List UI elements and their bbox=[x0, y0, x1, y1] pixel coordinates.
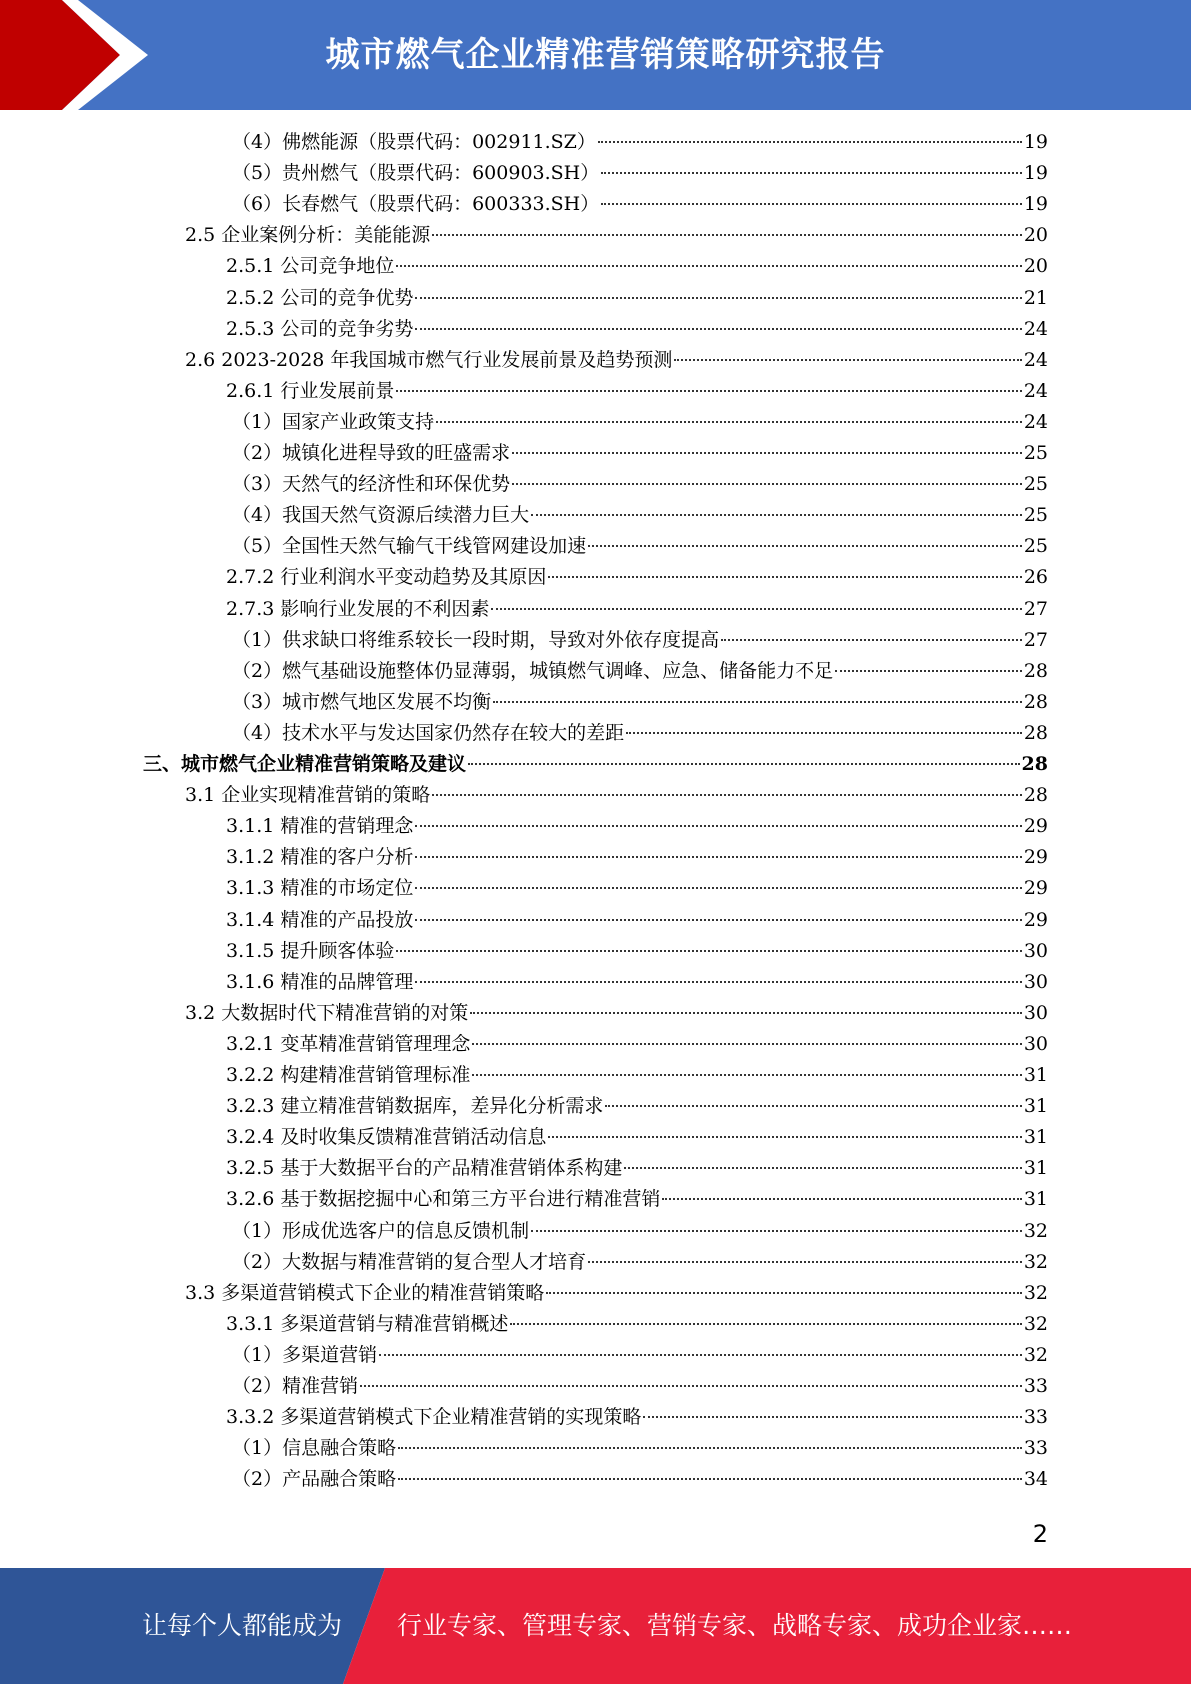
toc-dot-leader bbox=[415, 328, 1021, 330]
toc-dot-leader bbox=[721, 639, 1022, 641]
toc-entry[interactable] bbox=[232, 718, 1048, 749]
toc-entry-page: 28 bbox=[1023, 721, 1048, 744]
toc-entry-page: 32 bbox=[1023, 1219, 1048, 1242]
toc-entry-page: 28 bbox=[1023, 659, 1048, 682]
toc-entry-label: 3.2.4 及时收集反馈精准营销活动信息 bbox=[226, 1126, 547, 1149]
toc-dot-leader bbox=[398, 1478, 1022, 1480]
toc-dot-leader bbox=[379, 1354, 1022, 1356]
toc-entry-label: （2）燃气基础设施整体仍显薄弱，城镇燃气调峰、应急、储备能力不足 bbox=[232, 659, 834, 682]
toc-dot-leader bbox=[415, 919, 1021, 921]
toc-entry-label: 3.1.6 精准的品牌管理 bbox=[226, 970, 414, 993]
toc-entry-label: （3）城市燃气地区发展不均衡 bbox=[232, 690, 492, 713]
toc-entry[interactable] bbox=[226, 936, 1048, 967]
header-arrow-decoration bbox=[0, 0, 150, 110]
toc-entry-page: 32 bbox=[1023, 1281, 1048, 1304]
toc-entry[interactable] bbox=[232, 500, 1048, 531]
toc-entry-label: 3.2.3 建立精准营销数据库，差异化分析需求 bbox=[226, 1095, 604, 1118]
page-number: 2 bbox=[1032, 1520, 1048, 1548]
toc-entry[interactable] bbox=[226, 842, 1048, 873]
toc-entry-page: 19 bbox=[1023, 131, 1048, 153]
toc-entry-page: 20 bbox=[1023, 255, 1048, 278]
toc-dot-leader bbox=[472, 1074, 1021, 1076]
page-title: 城市燃气企业精准营销策略研究报告 bbox=[325, 35, 886, 75]
toc-entry[interactable] bbox=[232, 438, 1048, 469]
toc-entry[interactable] bbox=[232, 531, 1048, 562]
toc-dot-leader bbox=[396, 390, 1021, 392]
toc-dot-leader bbox=[472, 1043, 1021, 1045]
toc-entry-page: 31 bbox=[1023, 1188, 1048, 1211]
toc-dot-leader bbox=[432, 794, 1022, 796]
toc-entry-label: （4）佛燃能源（股票代码：002911.SZ） bbox=[232, 131, 596, 153]
toc-entry-label: （3）天然气的经济性和环保优势 bbox=[232, 473, 511, 496]
toc-dot-leader bbox=[512, 452, 1022, 454]
toc-entry[interactable] bbox=[226, 594, 1048, 625]
toc-entry-page: 25 bbox=[1023, 473, 1048, 496]
toc-entry[interactable] bbox=[226, 1029, 1048, 1060]
footer-slogan-left: 让每个人都能成为 bbox=[142, 1611, 343, 1640]
toc-entry-page: 31 bbox=[1023, 1157, 1048, 1180]
toc-entry[interactable] bbox=[232, 1340, 1048, 1371]
toc-dot-leader bbox=[601, 203, 1022, 205]
toc-entry-label: （1）供求缺口将维系较长一段时期，导致对外依存度提高 bbox=[232, 628, 720, 651]
toc-entry[interactable] bbox=[226, 1091, 1048, 1122]
toc-dot-leader bbox=[512, 483, 1022, 485]
toc-entry[interactable] bbox=[185, 998, 1048, 1029]
footer-slogan-right: 行业专家、管理专家、营销专家、战略专家、成功企业家…… bbox=[397, 1611, 1073, 1640]
toc-entry-page: 27 bbox=[1023, 628, 1048, 651]
toc-entry[interactable] bbox=[185, 1278, 1048, 1309]
toc-entry-label: （2）大数据与精准营销的复合型人才培育 bbox=[232, 1250, 587, 1273]
toc-dot-leader bbox=[510, 1323, 1021, 1325]
toc-dot-leader bbox=[835, 670, 1022, 672]
toc-entry-page: 32 bbox=[1023, 1343, 1048, 1366]
toc-entry-label: 2.6.1 行业发展前景 bbox=[226, 379, 395, 402]
toc-entry[interactable] bbox=[232, 127, 1048, 158]
toc-dot-leader bbox=[548, 576, 1021, 578]
toc-entry[interactable] bbox=[143, 749, 1048, 780]
toc-entry-page: 25 bbox=[1023, 442, 1048, 464]
toc-entry-page: 29 bbox=[1023, 908, 1048, 931]
toc-dot-leader bbox=[546, 1292, 1022, 1294]
toc-entry-label: 2.7.3 影响行业发展的不利因素 bbox=[226, 597, 490, 620]
toc-entry-label: （2）精准营销 bbox=[232, 1375, 359, 1397]
toc-entry-page: 30 bbox=[1023, 1001, 1048, 1024]
toc-entry[interactable] bbox=[232, 407, 1048, 438]
toc-entry[interactable] bbox=[226, 562, 1048, 593]
toc-entry[interactable] bbox=[232, 1216, 1048, 1247]
toc-entry[interactable] bbox=[226, 1122, 1048, 1153]
page-footer bbox=[0, 1568, 1191, 1684]
toc-entry-label: 2.5.2 公司的竞争优势 bbox=[226, 286, 414, 309]
toc-entry-label: 3.1.2 精准的客户分析 bbox=[226, 846, 414, 869]
toc-entry-page: 27 bbox=[1023, 597, 1048, 620]
toc-entry-page: 32 bbox=[1023, 1312, 1048, 1335]
toc-entry[interactable] bbox=[226, 251, 1048, 282]
toc-entry-label: 3.1.3 精准的市场定位 bbox=[226, 877, 414, 900]
toc-entry-page: 19 bbox=[1023, 193, 1048, 216]
toc-entry[interactable] bbox=[185, 220, 1048, 251]
toc-entry[interactable] bbox=[226, 967, 1048, 998]
toc-entry[interactable] bbox=[232, 1464, 1048, 1495]
toc-entry-page: 25 bbox=[1023, 504, 1048, 527]
toc-entry[interactable] bbox=[232, 158, 1048, 189]
toc-entry[interactable] bbox=[232, 1371, 1048, 1402]
toc-entry-label: 3.1.4 精准的产品投放 bbox=[226, 908, 414, 931]
toc-entry-page: 30 bbox=[1023, 939, 1048, 962]
toc-entry[interactable] bbox=[226, 905, 1048, 936]
toc-entry-label: （5）贵州燃气（股票代码：600903.SH） bbox=[232, 162, 600, 185]
toc-entry[interactable] bbox=[232, 656, 1048, 687]
toc-dot-leader bbox=[601, 172, 1022, 174]
toc-entry-label: 3.2 大数据时代下精准营销的对策 bbox=[185, 1001, 469, 1024]
toc-dot-leader bbox=[432, 234, 1022, 236]
toc-entry-page: 32 bbox=[1023, 1250, 1048, 1273]
toc-entry[interactable] bbox=[226, 1309, 1048, 1340]
toc-entry-label: （6）长春燃气（股票代码：600333.SH） bbox=[232, 193, 600, 216]
toc-entry[interactable] bbox=[185, 780, 1048, 811]
toc-entry-label: （1）形成优选客户的信息反馈机制 bbox=[232, 1219, 530, 1242]
toc-entry[interactable] bbox=[232, 625, 1048, 656]
toc-entry-page: 24 bbox=[1023, 410, 1048, 433]
toc-entry[interactable] bbox=[226, 1402, 1048, 1433]
toc-dot-leader bbox=[493, 701, 1022, 703]
toc-entry[interactable] bbox=[232, 687, 1048, 718]
toc-dot-leader bbox=[415, 297, 1021, 299]
toc-dot-leader bbox=[643, 1416, 1021, 1418]
toc-entry-label: （1）多渠道营销 bbox=[232, 1343, 378, 1366]
toc-dot-leader bbox=[605, 1105, 1021, 1107]
toc-dot-leader bbox=[415, 981, 1021, 983]
toc-entry[interactable] bbox=[226, 873, 1048, 904]
toc-entry-label: 3.2.2 构建精准营销管理标准 bbox=[226, 1064, 471, 1086]
toc-entry-page: 29 bbox=[1023, 846, 1048, 869]
toc-entry-label: 3.2.5 基于大数据平台的产品精准营销体系构建 bbox=[226, 1157, 623, 1180]
toc-dot-leader bbox=[598, 141, 1022, 143]
toc-entry-label: 3.3.1 多渠道营销与精准营销概述 bbox=[226, 1312, 509, 1335]
toc-entry-label: 3.2.1 变革精准营销管理理念 bbox=[226, 1032, 471, 1055]
toc-entry[interactable] bbox=[226, 314, 1048, 345]
toc-entry-label: 2.5.3 公司的竞争劣势 bbox=[226, 317, 414, 340]
toc-entry-label: （4）我国天然气资源后续潜力巨大 bbox=[232, 504, 530, 527]
toc-entry-label: 3.1 企业实现精准营销的策略 bbox=[185, 784, 431, 807]
toc-dot-leader bbox=[398, 1447, 1022, 1449]
toc-entry[interactable] bbox=[226, 1153, 1048, 1184]
toc-entry-page: 30 bbox=[1023, 970, 1048, 993]
toc-entry-page: 31 bbox=[1023, 1095, 1048, 1118]
toc-dot-leader bbox=[468, 763, 1020, 765]
toc-dot-leader bbox=[491, 608, 1021, 610]
toc-dot-leader bbox=[436, 421, 1022, 423]
toc-entry[interactable] bbox=[226, 1060, 1048, 1091]
toc-dot-leader bbox=[531, 514, 1022, 516]
toc-dot-leader bbox=[588, 1261, 1022, 1263]
toc-entry-page: 19 bbox=[1023, 162, 1048, 185]
toc-dot-leader bbox=[588, 545, 1022, 547]
toc-entry-label: 三、城市燃气企业精准营销策略及建议 bbox=[143, 753, 467, 775]
toc-dot-leader bbox=[415, 887, 1021, 889]
toc-dot-leader bbox=[548, 1136, 1021, 1138]
toc-entry-label: （5）全国性天然气输气干线管网建设加速 bbox=[232, 535, 587, 558]
toc-dot-leader bbox=[396, 265, 1021, 267]
toc-entry-label: 3.3 多渠道营销模式下企业的精准营销策略 bbox=[185, 1281, 545, 1304]
toc-entry-page: 33 bbox=[1023, 1437, 1048, 1460]
toc-entry[interactable] bbox=[226, 1184, 1048, 1215]
toc-dot-leader bbox=[624, 1167, 1021, 1169]
toc-entry-page: 34 bbox=[1023, 1468, 1048, 1491]
toc-entry-page: 24 bbox=[1023, 317, 1048, 340]
toc-entry-page: 28 bbox=[1021, 753, 1048, 775]
toc-entry[interactable] bbox=[232, 469, 1048, 500]
toc-entry[interactable] bbox=[232, 189, 1048, 220]
toc-dot-leader bbox=[662, 1198, 1021, 1200]
toc-entry[interactable] bbox=[232, 1433, 1048, 1464]
toc-entry-page: 33 bbox=[1023, 1406, 1048, 1429]
toc-dot-leader bbox=[626, 732, 1022, 734]
toc-entry-page: 30 bbox=[1023, 1032, 1048, 1055]
toc-entry-page: 28 bbox=[1023, 690, 1048, 713]
toc-entry[interactable] bbox=[226, 811, 1048, 842]
toc-dot-leader bbox=[396, 950, 1021, 952]
toc-entry-label: 2.7.2 行业利润水平变动趋势及其原因 bbox=[226, 566, 547, 589]
toc-dot-leader bbox=[470, 1012, 1022, 1014]
toc-entry-label: 2.5.1 公司竞争地位 bbox=[226, 255, 395, 278]
toc-entry-page: 21 bbox=[1023, 286, 1048, 309]
toc-dot-leader bbox=[360, 1385, 1022, 1387]
toc-entry-label: （1）国家产业政策支持 bbox=[232, 410, 435, 433]
toc-entry-page: 31 bbox=[1023, 1126, 1048, 1149]
toc-entry-label: 2.5 企业案例分析：美能能源 bbox=[185, 224, 431, 247]
toc-entry-page: 29 bbox=[1023, 815, 1048, 838]
toc-entry-page: 24 bbox=[1023, 379, 1048, 402]
toc-entry[interactable] bbox=[226, 376, 1048, 407]
toc-entry-label: 3.2.6 基于数据挖掘中心和第三方平台进行精准营销 bbox=[226, 1188, 661, 1211]
toc-entry-label: （4）技术水平与发达国家仍然存在较大的差距 bbox=[232, 721, 625, 744]
toc-dot-leader bbox=[415, 856, 1021, 858]
toc-entry-page: 29 bbox=[1023, 877, 1048, 900]
toc-entry-label: （2）城镇化进程导致的旺盛需求 bbox=[232, 442, 511, 464]
toc-entry-label: 2.6 2023-2028 年我国城市燃气行业发展前景及趋势预测 bbox=[185, 348, 673, 371]
toc-entry-label: 3.3.2 多渠道营销模式下企业精准营销的实现策略 bbox=[226, 1406, 642, 1429]
toc-entry-page: 31 bbox=[1023, 1064, 1048, 1086]
toc-entry-page: 24 bbox=[1023, 348, 1048, 371]
toc-entry-page: 25 bbox=[1023, 535, 1048, 558]
toc-entry-page: 26 bbox=[1023, 566, 1048, 589]
toc-entry-page: 20 bbox=[1023, 224, 1048, 247]
toc-entry[interactable] bbox=[226, 283, 1048, 314]
toc-entry[interactable] bbox=[232, 1247, 1048, 1278]
toc-entry-page: 33 bbox=[1023, 1375, 1048, 1397]
toc-entry-label: 3.1.1 精准的营销理念 bbox=[226, 815, 414, 838]
toc-entry-page: 28 bbox=[1023, 784, 1048, 807]
toc-entry-label: 3.1.5 提升顾客体验 bbox=[226, 939, 395, 962]
toc-entry-label: （2）产品融合策略 bbox=[232, 1468, 397, 1491]
toc-entry-label: （1）信息融合策略 bbox=[232, 1437, 397, 1460]
toc-dot-leader bbox=[674, 359, 1021, 361]
page-header bbox=[0, 0, 1191, 110]
toc-entry[interactable] bbox=[185, 345, 1048, 376]
toc-dot-leader bbox=[415, 825, 1021, 827]
toc-dot-leader bbox=[531, 1230, 1022, 1232]
